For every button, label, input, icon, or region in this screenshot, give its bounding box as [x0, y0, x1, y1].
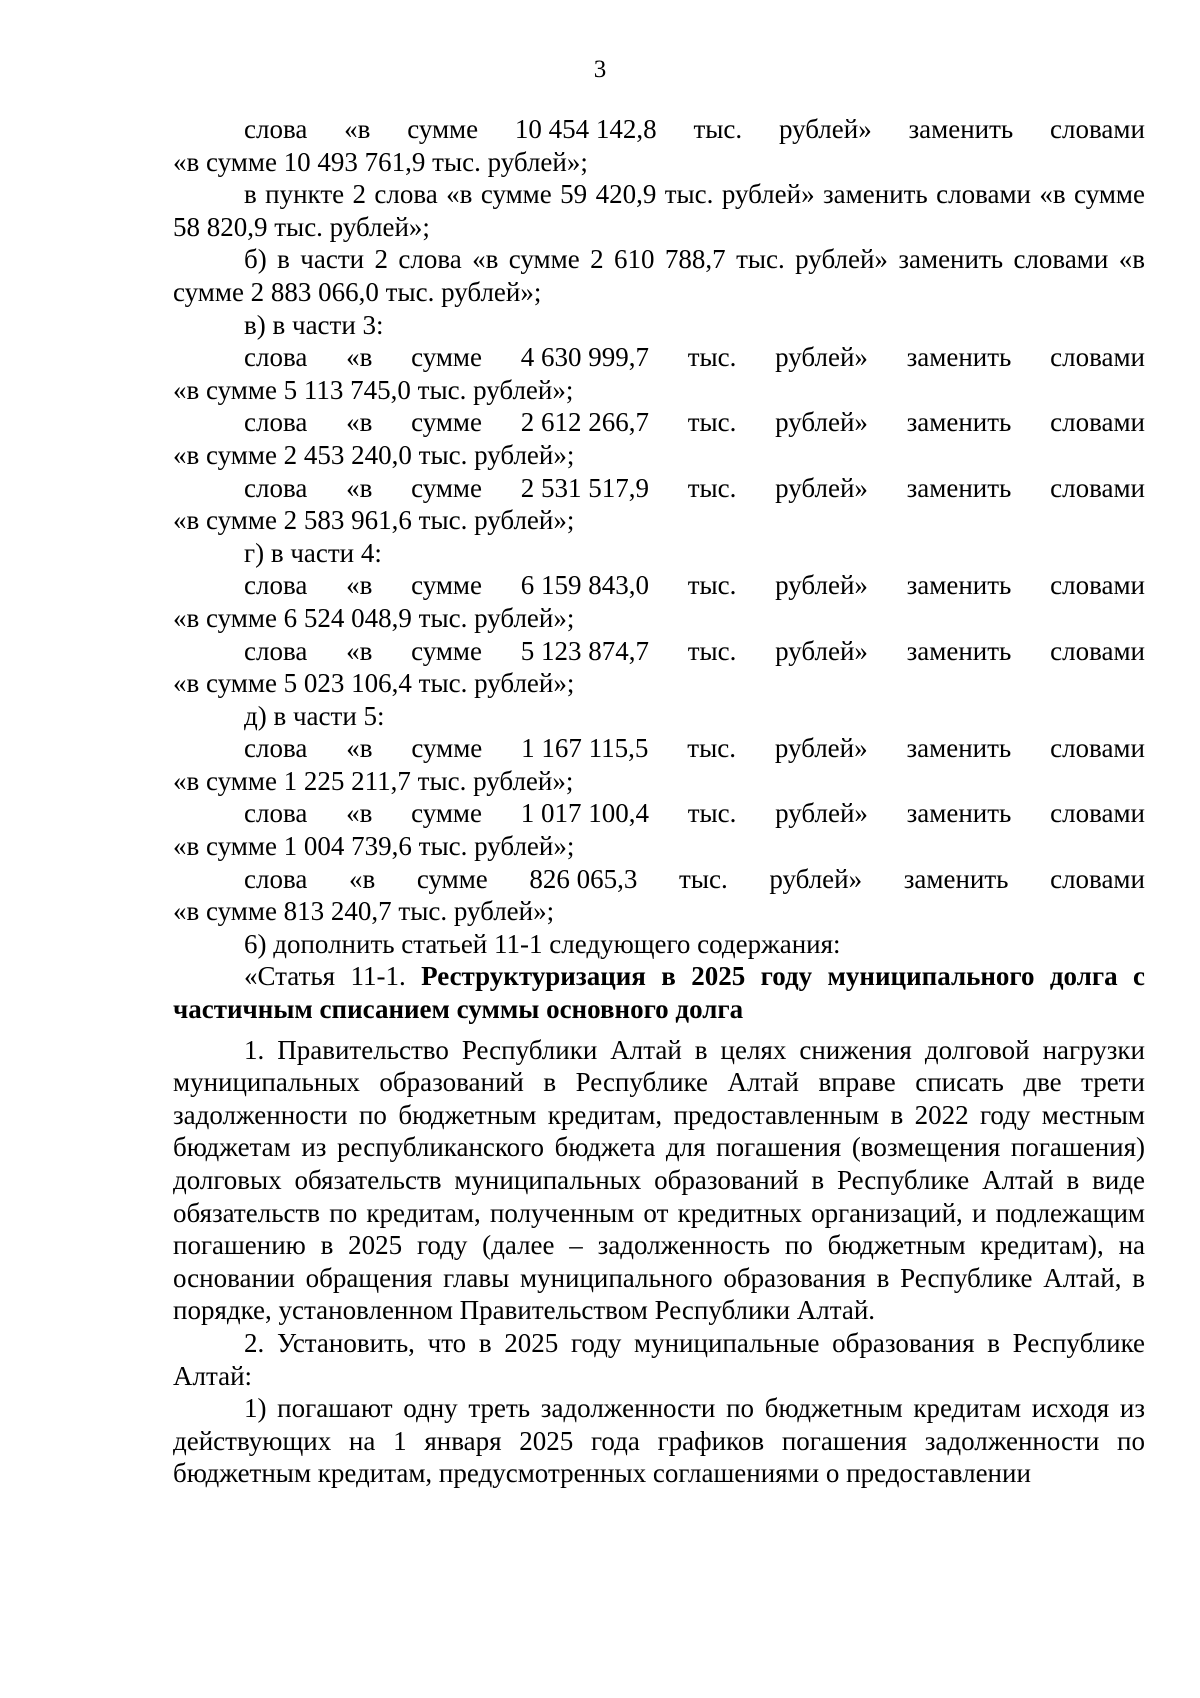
word: заменить	[906, 798, 1012, 829]
word: сумме	[411, 472, 482, 503]
amount: 1 017 100,4	[520, 798, 649, 829]
replacement-line	[173, 797, 1145, 830]
word: слова	[244, 342, 308, 373]
article-prefix: «Статья 11-1.	[244, 961, 422, 992]
word: тыс.	[687, 733, 736, 764]
amount: 10 454 142,8	[514, 114, 657, 144]
word: словами	[1050, 570, 1145, 601]
word: сумме	[416, 863, 488, 894]
word: рублей»	[775, 342, 868, 373]
word: заменить	[906, 570, 1012, 601]
replacement-continuation: «в сумме 2 453 240,0 тыс. рублей»;	[173, 439, 575, 470]
word: тыс.	[687, 472, 737, 503]
word: слова	[244, 863, 308, 894]
word: сумме	[411, 342, 482, 373]
amount: 5 123 874,7	[520, 635, 649, 666]
amount: 1 167 115,5	[521, 733, 649, 764]
word: тыс.	[693, 114, 743, 144]
word: рублей»	[775, 472, 868, 503]
word: «в	[346, 472, 373, 503]
amount: 826 065,3	[529, 863, 638, 894]
word: рублей»	[775, 570, 868, 601]
word: «в	[346, 733, 373, 764]
amount: 4 630 999,7	[520, 342, 649, 373]
word: сумме	[411, 570, 482, 601]
part-3-items	[173, 341, 1145, 537]
replacement-line	[173, 635, 1145, 668]
word: рублей»	[775, 635, 868, 666]
part-3-label: в) в части 3:	[244, 309, 384, 340]
word: словами	[1050, 798, 1145, 829]
part-5-label: д) в части 5:	[244, 700, 385, 731]
word: заменить	[906, 472, 1012, 503]
amount: 6 159 843,0	[520, 570, 649, 601]
part-5-items	[173, 732, 1145, 928]
word: «в	[346, 570, 373, 601]
replacement-continuation: «в сумме 813 240,7 тыс. рублей»;	[173, 896, 555, 927]
word: рублей»	[769, 863, 863, 894]
item-6: 6) дополнить статьей 11-1 следующего содержания:	[244, 928, 841, 959]
page-number: 3	[593, 56, 607, 83]
word: тыс.	[687, 342, 737, 373]
word: словами	[1050, 635, 1145, 666]
word: сумме	[411, 635, 482, 666]
replacement-line	[173, 863, 1145, 896]
word: слова	[244, 570, 308, 601]
word: «в	[346, 798, 373, 829]
word: сумме	[411, 798, 482, 829]
word: заменить	[906, 733, 1012, 764]
amount: 2 612 266,7	[520, 407, 649, 438]
word: заменить	[908, 114, 1014, 144]
word: тыс.	[687, 798, 737, 829]
replacement-line	[173, 472, 1145, 505]
replacement-continuation: «в сумме 5 023 106,4 тыс. рублей»;	[173, 668, 575, 699]
word: словами	[1050, 472, 1145, 503]
word: «в	[344, 114, 371, 144]
word: рублей»	[778, 114, 872, 144]
replacement-continuation: «в сумме 1 004 739,6 тыс. рублей»;	[173, 831, 575, 862]
word: слова	[244, 407, 308, 438]
replacement-continuation: «в сумме 2 583 961,6 тыс. рублей»;	[173, 505, 575, 536]
article-title: Реструктуризация в 2025 году муниципального долга с частичным списанием суммы основного долга	[173, 961, 1145, 1025]
document-body	[173, 113, 1145, 1490]
replacement-continuation: «в сумме 1 225 211,7 тыс. рублей»;	[173, 765, 574, 796]
word: словами	[1050, 407, 1145, 438]
replacement-line	[173, 341, 1145, 374]
word: рублей»	[775, 407, 868, 438]
word: «в	[348, 863, 376, 894]
word: словами	[1050, 733, 1145, 764]
word: тыс.	[679, 863, 728, 894]
part-4-label: г) в части 4:	[244, 537, 382, 568]
word: заменить	[903, 863, 1009, 894]
word: словами	[1050, 863, 1145, 894]
word: рублей»	[774, 733, 868, 764]
replacement-line	[173, 732, 1145, 765]
word: тыс.	[687, 570, 737, 601]
article-heading	[173, 960, 1145, 1025]
word: слова	[244, 472, 308, 503]
word: рублей»	[775, 798, 868, 829]
replacement-line	[173, 406, 1145, 439]
word: заменить	[906, 407, 1012, 438]
word: «в	[346, 407, 373, 438]
word: словами	[1050, 342, 1145, 373]
clause-1: 1. Правительство Республики Алтай в целях снижения долговой нагрузки муниципальных образований в Республике Алтай вправе списать две трети задолженности по бюджетным кредитам, предоставленным в 2022 году местным бюджетам из республиканского бюджета для погашения (возмещения погашения) долговых обязательств муниципальных образований в Республике Алтай в виде обязательств по кредитам, полученным от кредитных организаций, и подлежащим погашению в 2025 году (далее – задолженность по бюджетным кредитам), на основании обращения главы муниципального образования в Республике Алтай, в порядке, установленном Правительством Республики Алтай.	[173, 1034, 1145, 1326]
word: слова	[244, 114, 308, 144]
word: сумме	[411, 733, 483, 764]
word: тыс.	[687, 635, 737, 666]
part-4-items	[173, 569, 1145, 699]
word: словами	[1050, 114, 1145, 144]
word: слова	[244, 798, 308, 829]
word: слова	[244, 635, 308, 666]
word: сумме	[407, 114, 479, 144]
word: сумме	[411, 407, 482, 438]
word: заменить	[906, 635, 1012, 666]
replacement-continuation: «в сумме 6 524 048,9 тыс. рублей»;	[173, 602, 575, 633]
paragraph-part-2: б) в части 2 слова «в сумме 2 610 788,7 тыс. рублей» заменить словами «в сумме 2 883 066,0 тыс. рублей»;	[173, 244, 1145, 307]
amount: 2 531 517,9	[520, 472, 649, 503]
clause-2: 2. Установить, что в 2025 году муниципальные образования в Республике Алтай:	[173, 1327, 1145, 1391]
word: «в	[346, 342, 373, 373]
replacement-line	[173, 113, 1145, 146]
word: «в	[346, 635, 373, 666]
replacement-line	[173, 569, 1145, 602]
clause-2-1: 1) погашают одну треть задолженности по бюджетным кредитам исходя из действующих на 1 января 2025 года графиков погашения задолженности по бюджетным кредитам, предусмотренных соглашениями о предоставлении	[173, 1393, 1145, 1489]
paragraph-point-2: в пункте 2 слова «в сумме 59 420,9 тыс. рублей» заменить словами «в сумме 58 820,9 тыс. рублей»;	[173, 179, 1145, 242]
word: тыс.	[687, 407, 737, 438]
replacement-continuation: «в сумме 5 113 745,0 тыс. рублей»;	[173, 374, 574, 405]
word: слова	[244, 733, 308, 764]
replacement-continuation: «в сумме 10 493 761,9 тыс. рублей»;	[173, 146, 588, 177]
word: заменить	[906, 342, 1012, 373]
